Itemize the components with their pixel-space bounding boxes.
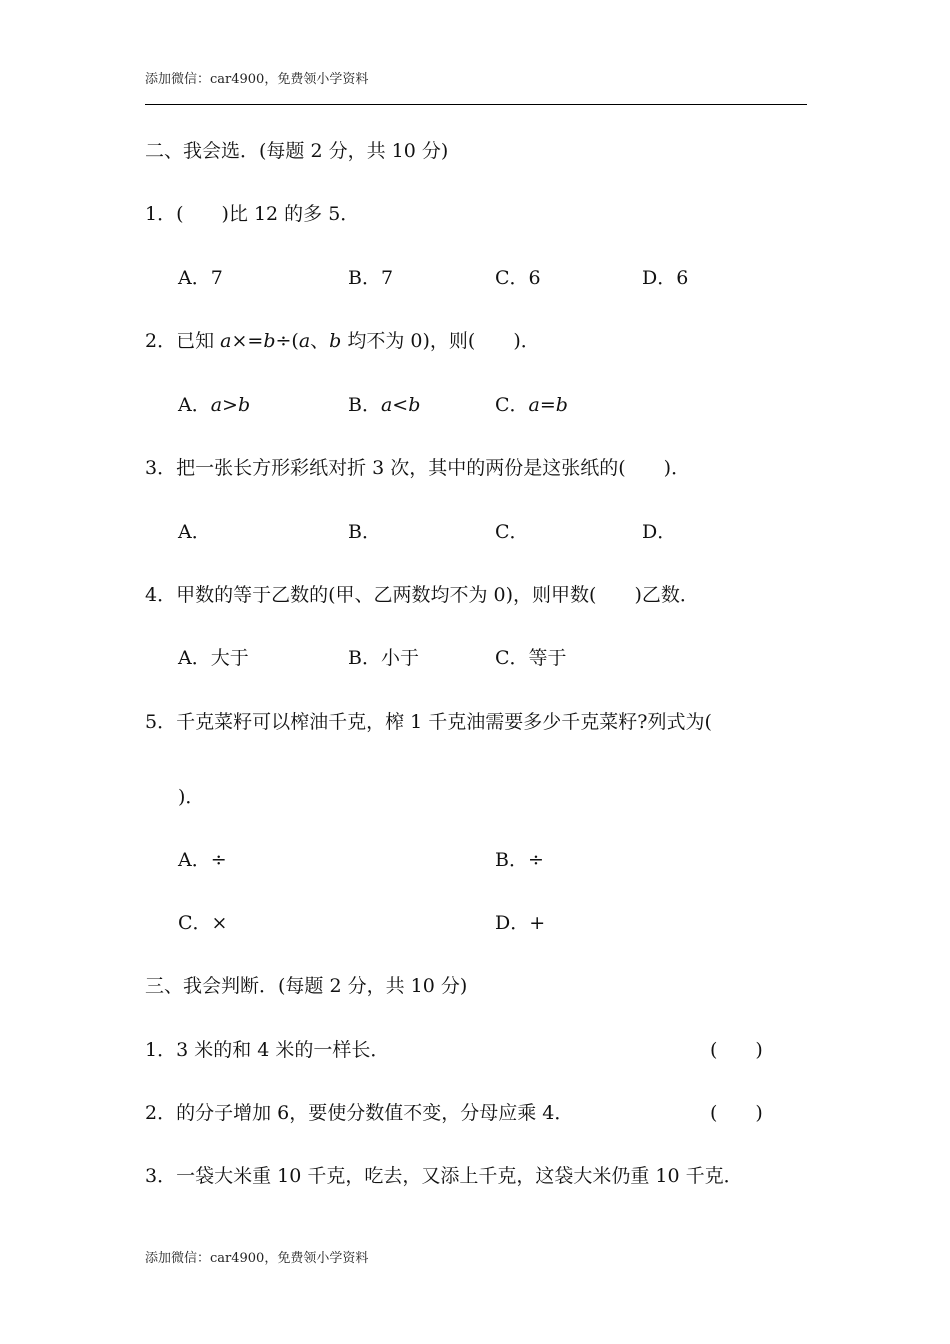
q2-4-option-c: C．等于 bbox=[495, 647, 567, 669]
q2-5-option-c: C．× bbox=[178, 912, 228, 934]
q2-2-var-a: a bbox=[220, 330, 232, 352]
question-2-5-continuation: )． bbox=[178, 786, 205, 808]
q2-1-option-d: D．6 bbox=[642, 267, 689, 289]
q2-2-option-c bbox=[495, 393, 568, 417]
page-header: 添加微信：car4900，免费领小学资料 bbox=[145, 72, 369, 87]
q2-2-mid1: ×= bbox=[231, 330, 264, 352]
question-2-1: 1．( )比 12 的多 5． bbox=[145, 203, 360, 225]
q2-4-option-a: A．大于 bbox=[178, 647, 249, 669]
q2-2-option-b bbox=[348, 393, 420, 417]
q2-3-option-b: B． bbox=[348, 521, 381, 543]
q2-2-option-c-label: C． bbox=[495, 394, 529, 416]
q2-1-option-a: A．7 bbox=[178, 267, 223, 289]
question-2-5: 5．千克菜籽可以榨油千克，榨 1 千克油需要多少千克菜籽?列式为( bbox=[145, 711, 712, 733]
q2-2-mid2: ÷( bbox=[275, 330, 299, 352]
q2-2-option-b-label: B． bbox=[348, 394, 381, 416]
section-2-title: 二、我会选．(每题 2 分，共 10 分) bbox=[145, 140, 449, 162]
q2-1-option-c: C．6 bbox=[495, 267, 541, 289]
question-3-1: 1．3 米的和 4 米的一样长． bbox=[145, 1039, 390, 1061]
q2-1-option-b: B．7 bbox=[348, 267, 394, 289]
q2-3-option-a: A． bbox=[178, 521, 211, 543]
q2-2-var-b: b bbox=[263, 330, 276, 352]
q2-3-option-c: C． bbox=[495, 521, 529, 543]
question-2-2 bbox=[145, 329, 540, 353]
q2-2-option-a bbox=[178, 393, 250, 417]
q2-2-option-a-expr: a>b bbox=[210, 394, 251, 416]
q2-4-option-b: B．小于 bbox=[348, 647, 419, 669]
q2-5-option-b: B．÷ bbox=[495, 849, 544, 871]
q2-2-var-a2: a bbox=[298, 330, 311, 352]
q2-2-option-c-expr: a=b bbox=[528, 394, 568, 416]
q2-2-mid3: 、 bbox=[310, 330, 330, 352]
q2-2-option-a-label: A． bbox=[178, 394, 211, 416]
question-2-3: 3．把一张长方形彩纸对折 3 次，其中的两份是这张纸的( )． bbox=[145, 457, 691, 479]
q2-3-option-d: D． bbox=[642, 521, 677, 543]
q2-2-suffix: 均不为 0)，则( )． bbox=[341, 330, 540, 352]
header-divider bbox=[145, 104, 807, 105]
page-footer: 添加微信：car4900，免费领小学资料 bbox=[145, 1251, 369, 1266]
question-2-4: 4．甲数的等于乙数的(甲、乙两数均不为 0)，则甲数( )乙数． bbox=[145, 584, 699, 606]
q3-1-answer-bracket: ( ) bbox=[710, 1039, 763, 1061]
q2-5-option-d: D．+ bbox=[495, 912, 546, 934]
q2-2-option-b-expr: a<b bbox=[380, 394, 421, 416]
q2-2-prefix: 2．已知 bbox=[145, 330, 221, 352]
question-3-3: 3．一袋大米重 10 千克，吃去，又添上千克，这袋大米仍重 10 千克． bbox=[145, 1165, 743, 1187]
section-3-title: 三、我会判断．(每题 2 分，共 10 分) bbox=[145, 975, 468, 997]
question-3-2: 2．的分子增加 6，要使分数值不变，分母应乘 4． bbox=[145, 1102, 574, 1124]
q2-2-var-b2: b bbox=[329, 330, 342, 352]
q3-2-answer-bracket: ( ) bbox=[710, 1102, 763, 1124]
q2-5-option-a: A．÷ bbox=[178, 849, 227, 871]
